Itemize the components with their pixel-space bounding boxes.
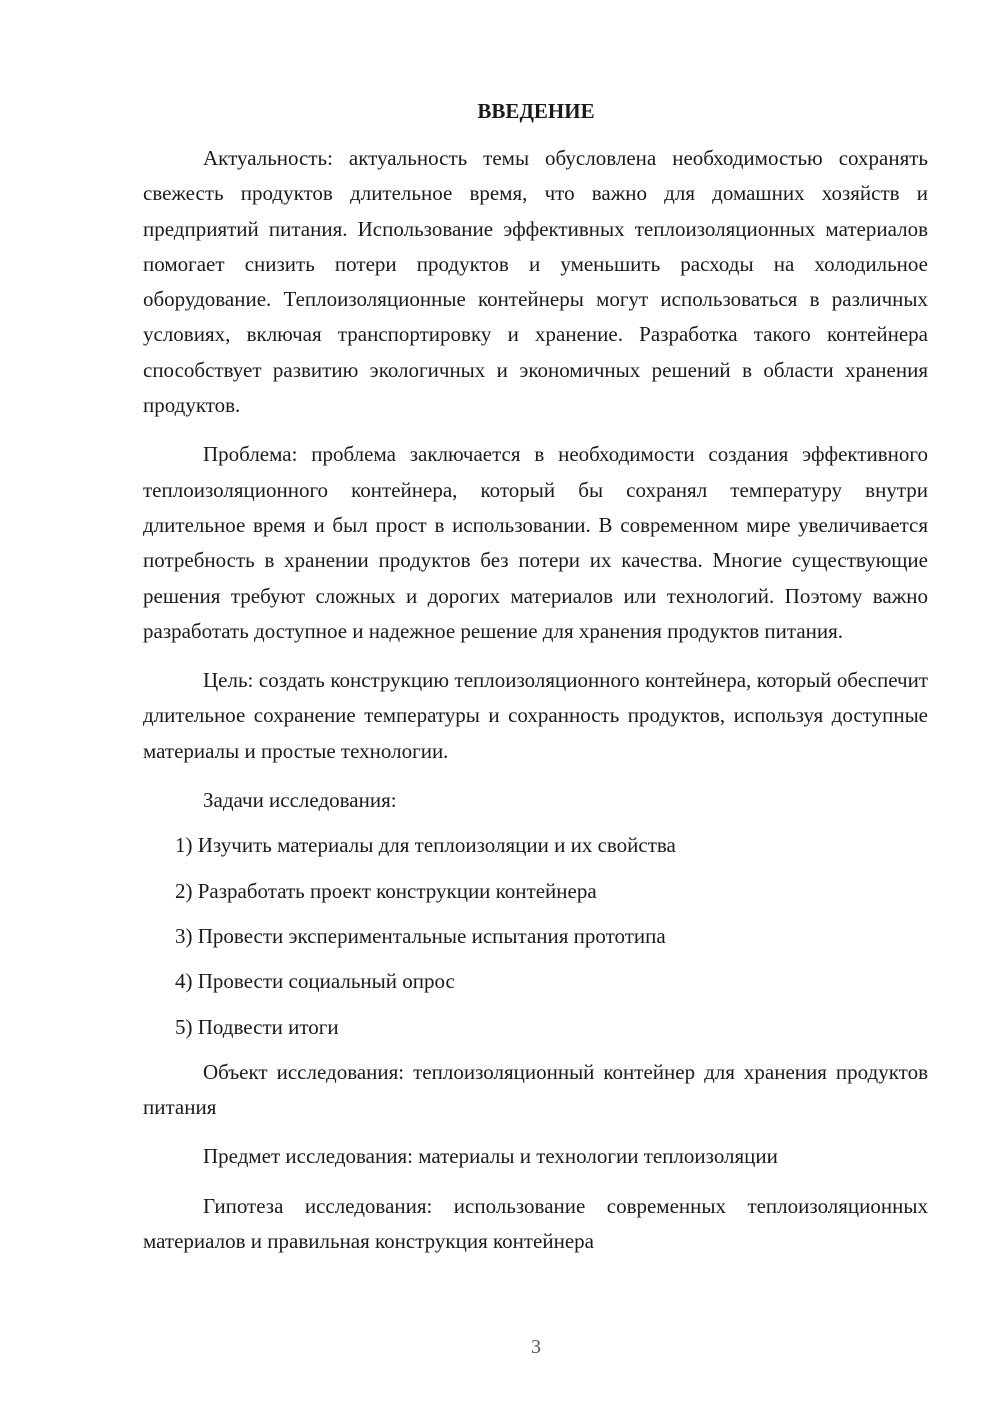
task-item: 2) Разработать проект конструкции контейнера — [175, 878, 597, 903]
problem-paragraph: Проблема: проблема заключается в необходимости создания эффективного теплоизоляционного контейнера, который бы сохранял температуру внутри длительное время и был прост в использовании. В современном мире увеличивается потребность в хранении продуктов без потери их качества. Многие существующие решения требуют сложных и дорогих материалов или технологий. Поэтому важно разработать доступное и надежное решение для хранения продуктов питания. — [143, 442, 928, 643]
tasks-list — [143, 828, 928, 1044]
goal-paragraph: Цель: создать конструкцию теплоизоляционного контейнера, который обеспечит длительное сохранение температуры и сохранность продуктов, используя доступные материалы и простые технологии. — [143, 668, 928, 763]
document-body — [143, 141, 928, 1273]
subject-paragraph: Предмет исследования: материалы и технологии теплоизоляции — [203, 1144, 778, 1169]
relevance-paragraph: Актуальность: актуальность темы обусловлена необходимостью сохранять свежесть продуктов длительное время, что важно для домашних хозяйств и предприятий питания. Использование эффективных теплоизоляционных материалов помогает снизить потери продуктов и уменьшить расходы на холодильное оборудование. Теплоизоляционные контейнеры могут использоваться в различных условиях, включая транспортировку и хранение. Разработка такого контейнера способствует развитию экологичных и экономичных решений в области хранения продуктов. — [143, 146, 928, 418]
task-item: 4) Провести социальный опрос — [175, 969, 455, 994]
task-item: 3) Провести экспериментальные испытания прототипа — [175, 923, 666, 948]
object-paragraph: Объект исследования: теплоизоляционный контейнер для хранения продуктов питания — [143, 1059, 928, 1120]
hypothesis-paragraph: Гипотеза исследования: использование современных теплоизоляционных материалов и правильная конструкция контейнера — [143, 1193, 928, 1254]
tasks-heading: Задачи исследования: — [203, 788, 397, 813]
page-title: ВВЕДЕНИЕ — [477, 99, 595, 123]
page-number: 3 — [531, 1336, 541, 1358]
task-item: 5) Подвести итоги — [175, 1014, 339, 1039]
task-item: 1) Изучить материалы для теплоизоляции и их свойства — [175, 833, 676, 858]
